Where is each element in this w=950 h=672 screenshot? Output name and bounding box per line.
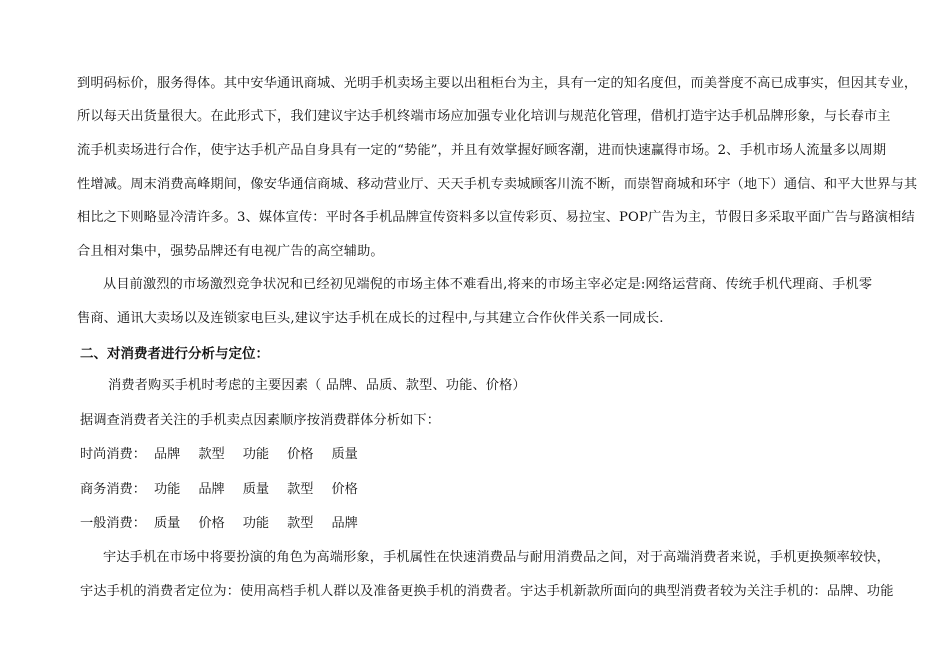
body-text-line: 所以每天出货量很大。在此形式下，我们建议宇达手机终端市场应加强专业化培训与规范化管理，借机打造宇达手机品牌形象，与长春市主 (77, 109, 891, 124)
body-text-line: 相比之下则略显冷清许多。3、媒体宣传：平时各手机品牌宣传资料多以宣传彩页、易拉宝、POP广告为主，节假日多采取平面广告与路演相结 (77, 210, 915, 225)
factor: 质量 (154, 516, 181, 531)
body-text-line: 性增减。周末消费高峰期间，像安华通信商城、移动营业厅、天天手机专卖城顾客川流不断，而崇智商城和环宇（地下）通信、和平大世界与其 (77, 177, 918, 192)
factors-line: 消费者购买手机时考虑的主要因素（ 品牌、品质、款型、功能、价格） (108, 378, 526, 393)
factor: 价格 (198, 516, 225, 531)
body-text-line: 到明码标价，服务得体。其中安华通讯商城、光明手机卖场主要以出租柜台为主，具有一定的知名度但，而美誉度不高已成事实，但因其专业， (77, 76, 918, 91)
factor: 品牌 (198, 482, 225, 497)
body-text-line: 流手机卖场进行合作，使宇达手机产品自身具有一定的“势能”，并且有效掌握好顾客潮，进而快速赢得市场。2、手机市场人流量多以周期 (77, 143, 887, 158)
factor: 款型 (198, 447, 225, 462)
body-text-line: 宇达手机在市场中将要扮演的角色为高端形象，手机属性在快速消费品与耐用消费品之间，对于高端消费者来说，手机更换频率较快， (103, 550, 890, 565)
factor: 功能 (242, 447, 270, 462)
factor: 价格 (331, 482, 358, 497)
consumer-group-row (80, 481, 376, 499)
factor: 价格 (287, 447, 314, 462)
factor: 品牌 (154, 447, 181, 462)
body-text-line: 售商、通讯大卖场以及连锁家电巨头,建议宇达手机在成长的过程中,与其建立合作伙伴关系一同成长. (77, 311, 664, 326)
group-label: 商务消费： (80, 482, 146, 497)
factor: 功能 (242, 516, 270, 531)
group-label: 时尚消费： (80, 447, 146, 462)
factor: 功能 (154, 482, 181, 497)
consumer-group-row (80, 446, 376, 464)
factor: 质量 (242, 482, 270, 497)
body-text-line: 从目前激烈的市场激烈竞争状况和已经初见端倪的市场主体不难看出,将来的市场主宰必定是:网络运营商、传统手机代理商、手机零 (103, 277, 873, 292)
section-heading: 二、对消费者进行分析与定位： (80, 346, 269, 362)
group-label: 一般消费： (80, 516, 146, 531)
body-text-line: 宇达手机的消费者定位为：使用高档手机人群以及准备更换手机的消费者。宇达手机新款所面向的典型消费者较为关注手机的：品牌、功能 (80, 584, 894, 599)
factor: 品牌 (331, 516, 358, 531)
factor: 款型 (287, 482, 314, 497)
factor: 质量 (331, 447, 358, 462)
factor: 款型 (287, 516, 314, 531)
consumer-group-row (80, 515, 376, 533)
survey-line: 据调查消费者关注的手机卖点因素顺序按消费群体分析如下： (80, 413, 441, 428)
body-text-line: 合且相对集中，强势品牌还有电视广告的高空辅助。 (77, 244, 384, 259)
